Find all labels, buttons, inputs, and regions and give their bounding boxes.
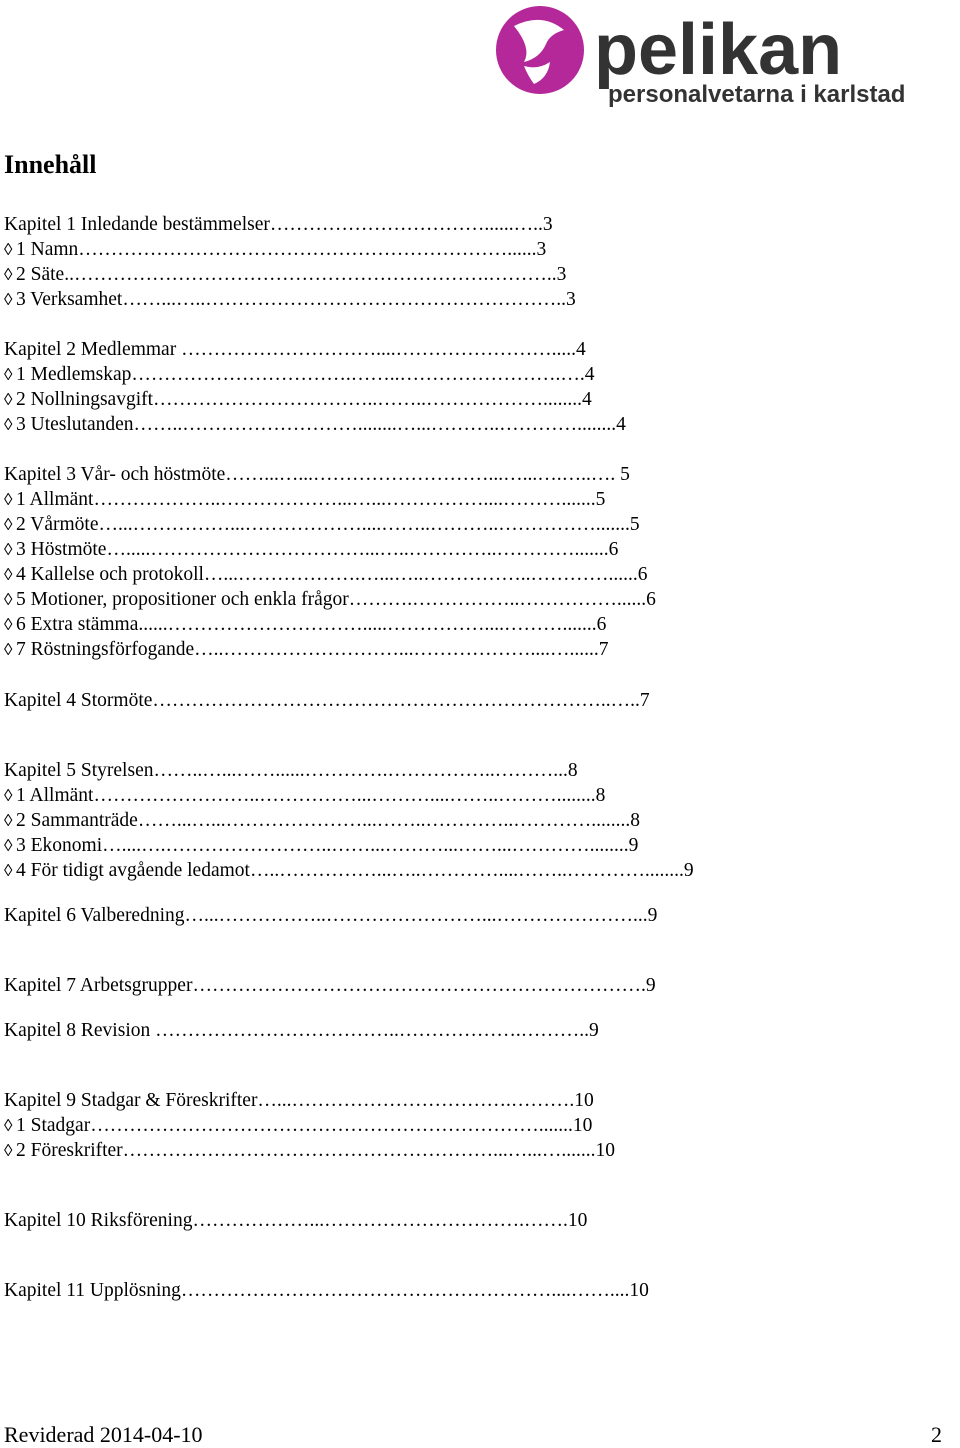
bullet-diamond-icon: ◊ <box>4 490 13 509</box>
toc-chapter <box>4 759 578 783</box>
logo-tagline: personalvetarna i karlstad <box>608 81 906 108</box>
toc-entry-text: 6 Extra stämma......………………………….....……………....……….......6 <box>16 614 607 635</box>
toc-entry-text: 2 Säte..……………………………………………………….………..3 <box>16 264 567 285</box>
toc-subentry <box>4 809 640 833</box>
bullet-diamond-icon: ◊ <box>4 640 13 659</box>
toc-entry-text: 2 Sammanträde……...…...…………………...……..…………..…………........8 <box>16 810 640 831</box>
toc-chapter <box>4 213 553 237</box>
bullet-diamond-icon: ◊ <box>4 290 13 309</box>
toc-entry-text: Kapitel 11 Upplösning…………………………………………………....……....10 <box>4 1280 649 1301</box>
toc-entry-text: 1 Allmänt……………………..……………...………....……..………........8 <box>16 785 606 806</box>
toc-entry-text: 1 Medlemskap…………………………….……..…………………….….4 <box>16 364 595 385</box>
toc-entry-text: 2 Vårmöte…...……………...………………....……..………..…………….......5 <box>16 514 640 535</box>
toc-entry-text: Kapitel 4 Stormöte……………………………………………………………..…..7 <box>4 690 650 711</box>
toc-subentry <box>4 263 566 287</box>
toc-entry-text: 3 Höstmöte….....……………………………...…..…………..………….......6 <box>16 539 619 560</box>
bullet-diamond-icon: ◊ <box>4 365 13 384</box>
bullet-diamond-icon: ◊ <box>4 390 13 409</box>
toc-subentry <box>4 363 594 387</box>
toc-entry-text: Kapitel 9 Stadgar & Föreskrifter…...…………………………….……….10 <box>4 1090 594 1111</box>
toc-entry-text: Kapitel 3 Vår- och höstmöte……...…...………………………...…...….…..…. 5 <box>4 464 630 485</box>
bullet-diamond-icon: ◊ <box>4 811 13 830</box>
page-title: Innehåll <box>4 150 97 179</box>
bullet-diamond-icon: ◊ <box>4 861 13 880</box>
bullet-diamond-icon: ◊ <box>4 786 13 805</box>
toc-chapter <box>4 904 657 928</box>
revision-date: Reviderad 2014-04-10 <box>4 1422 203 1447</box>
toc-entry-text: 1 Namn…………………………………………………………......3 <box>16 239 547 260</box>
toc-entry-text: Kapitel 2 Medlemmar …………………………....…………………….....4 <box>4 339 586 360</box>
toc-entry-text: Kapitel 7 Arbetsgrupper…………………………………………………………….9 <box>4 975 656 996</box>
toc-subentry <box>4 1139 615 1163</box>
toc-subentry <box>4 784 605 808</box>
bullet-diamond-icon: ◊ <box>4 590 13 609</box>
toc-entry-text: 2 Nollningsavgift……………………………..……..………………........4 <box>16 389 592 410</box>
toc-chapter <box>4 1019 599 1043</box>
toc-chapter <box>4 1209 587 1233</box>
toc-subentry <box>4 238 546 262</box>
toc-chapter <box>4 288 576 312</box>
toc-subentry <box>4 859 694 883</box>
toc-entry-text: 3 Ekonomi…....….……………………..……...………...……...…………........9 <box>16 835 639 856</box>
toc-entry-text: 1 Stadgar…………………………………………………………….......10 <box>16 1115 593 1136</box>
toc-entry-text: 4 För tidigt avgående ledamot…..……………...…..…………....……..…………........9 <box>16 860 694 881</box>
toc-chapter <box>4 974 656 998</box>
toc-entry-text: Kapitel 6 Valberedning…...……………..……………………...…………………...9 <box>4 905 658 926</box>
toc-subentry <box>4 488 605 512</box>
toc-chapter <box>4 1279 649 1303</box>
page-number: 2 <box>931 1422 942 1447</box>
toc-entry-text: 5 Motioner, propositioner och enkla frågor……….……………..……………......6 <box>16 589 656 610</box>
bullet-diamond-icon: ◊ <box>4 540 13 559</box>
toc-subentry <box>4 538 618 562</box>
toc-subentry <box>4 413 626 437</box>
toc-chapter <box>4 463 630 487</box>
toc-subentry <box>4 388 592 412</box>
logo-wordmark: pelikan <box>594 10 843 90</box>
toc-entry-text: Kapitel 8 Revision ………………………………..……………….………..9 <box>4 1020 599 1041</box>
toc-entry-text: Kapitel 10 Riksförening………………...………………………….…….10 <box>4 1210 588 1231</box>
bullet-diamond-icon: ◊ <box>4 515 13 534</box>
toc-chapter <box>4 338 586 362</box>
toc-subentry <box>4 1114 592 1138</box>
bullet-diamond-icon: ◊ <box>4 1141 13 1160</box>
toc-entry-text: 7 Röstningsförfogande…..………………………...………………....…......7 <box>16 639 609 660</box>
bullet-diamond-icon: ◊ <box>4 415 13 434</box>
toc-chapter <box>4 1089 594 1113</box>
bullet-diamond-icon: ◊ <box>4 565 13 584</box>
bullet-diamond-icon: ◊ <box>4 836 13 855</box>
toc-entry-text: 2 Föreskrifter…………………………………………………...…...….......10 <box>16 1140 616 1161</box>
toc-subentry <box>4 563 648 587</box>
bullet-diamond-icon: ◊ <box>4 240 13 259</box>
bullet-diamond-icon: ◊ <box>4 615 13 634</box>
toc-subentry <box>4 588 656 612</box>
toc-entry-text: 3 Uteslutanden……..………………………........…...………..…………........4 <box>16 414 626 435</box>
toc-subentry <box>4 513 640 537</box>
toc-subentry <box>4 834 638 858</box>
toc-subentry <box>4 638 609 662</box>
toc-subentry <box>4 613 606 637</box>
bullet-diamond-icon: ◊ <box>4 1116 13 1135</box>
toc-entry-text: Kapitel 1 Inledande bestämmelser……………………………......…..3 <box>4 214 553 235</box>
toc-chapter <box>4 689 650 713</box>
bullet-diamond-icon: ◊ <box>4 265 13 284</box>
toc-entry-text: Kapitel 5 Styrelsen……..…...……......………….……………..………...8 <box>4 760 578 781</box>
toc-entry-text: 1 Allmänt………………..………………...…...……………....……….......5 <box>16 489 606 510</box>
toc-entry-text: 4 Kallelse och protokoll…...……………….…...…..……………..…………......6 <box>16 564 648 585</box>
toc-entry-text: 3 Verksamhet……...…..………………………………………………..3 <box>16 289 576 310</box>
